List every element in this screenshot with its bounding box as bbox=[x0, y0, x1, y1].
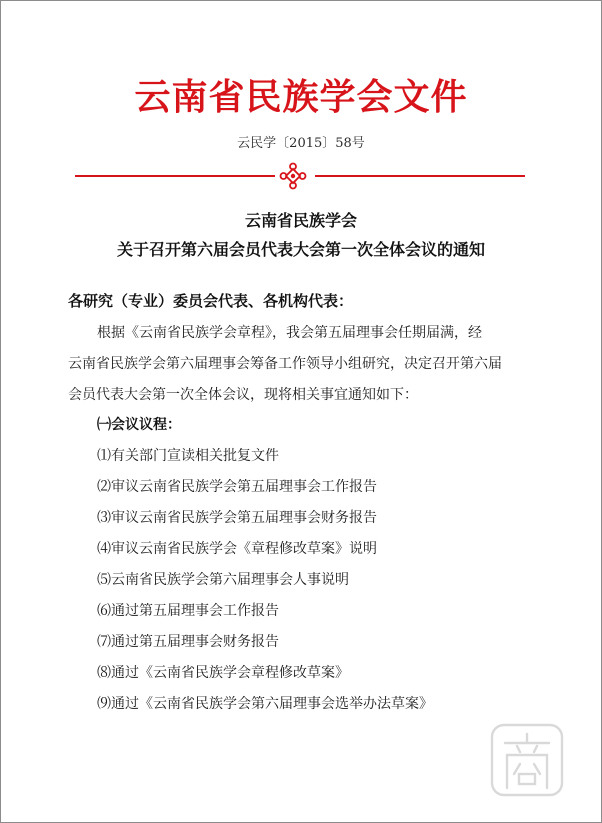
agenda-list bbox=[97, 445, 433, 724]
agenda-item: ⑻通过《云南省民族学会章程修改草案》 bbox=[97, 665, 349, 681]
knot-ornament-icon bbox=[279, 162, 307, 190]
agenda-item: ⑷审议云南省民族学会《章程修改草案》说明 bbox=[97, 541, 377, 557]
body-paragraph-line: 会员代表大会第一次全体会议，现将相关事宜通知如下： bbox=[68, 387, 418, 403]
document-header-title: 云南省民族学会文件 bbox=[134, 77, 468, 118]
agenda-heading: ㈠会议议程： bbox=[97, 417, 181, 433]
header-divider-right bbox=[315, 175, 525, 177]
agenda-item: ⑵审议云南省民族学会第五届理事会工作报告 bbox=[97, 479, 377, 495]
agenda-item: ⑼通过《云南省民族学会第六届理事会选举办法草案》 bbox=[97, 696, 433, 712]
notice-subject-line-1: 云南省民族学会 bbox=[244, 211, 357, 230]
shang-seal-icon bbox=[487, 720, 567, 800]
header-divider-left bbox=[75, 175, 275, 177]
notice-subject-line-2: 关于召开第六届会员代表大会第一次全体会议的通知 bbox=[116, 240, 485, 259]
agenda-item: ⑸云南省民族学会第六届理事会人事说明 bbox=[97, 572, 349, 588]
agenda-item: ⑴有关部门宣读相关批复文件 bbox=[97, 448, 279, 464]
agenda-item: ⑶审议云南省民族学会第五届理事会财务报告 bbox=[97, 510, 377, 526]
agenda-item: ⑹通过第五届理事会工作报告 bbox=[97, 603, 279, 619]
salutation: 各研究（专业）委员会代表、各机构代表： bbox=[68, 292, 354, 310]
document-number: 云民学〔2015〕58号 bbox=[237, 136, 365, 151]
body-paragraph-line: 云南省民族学会第六届理事会筹备工作领导小组研究，决定召开第六届 bbox=[68, 356, 502, 372]
agenda-item: ⑺通过第五届理事会财务报告 bbox=[97, 634, 279, 650]
body-paragraph-line: 根据《云南省民族学会章程》，我会第五届理事会任期届满，经 bbox=[97, 325, 482, 341]
